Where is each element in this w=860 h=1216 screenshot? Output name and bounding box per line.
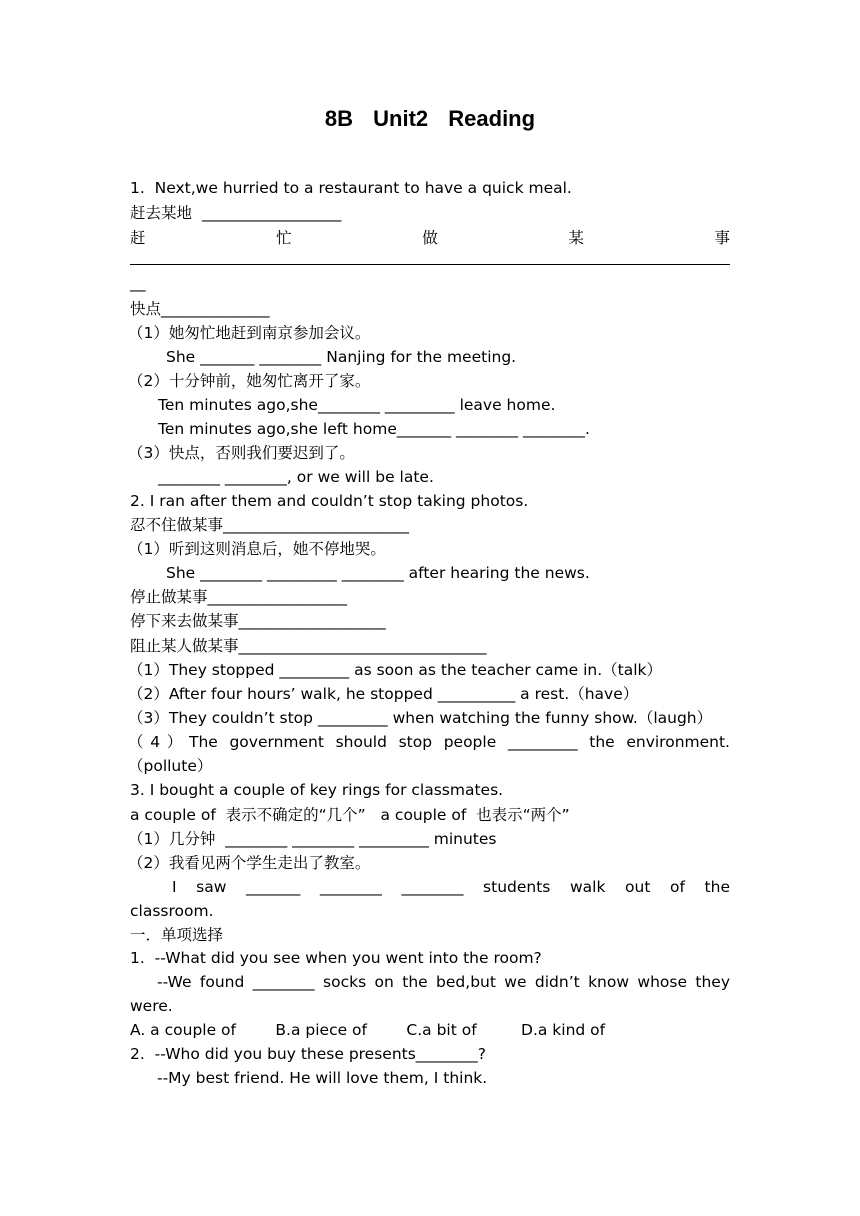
spread-char: 忙	[276, 229, 292, 247]
phrase-cant-help: 忍不住做某事________________________	[130, 516, 410, 534]
phrase-hurry-to: 赶去某地 __________________	[130, 204, 342, 222]
page-title: 8B Unit2 Reading	[324, 106, 536, 131]
question-2: 2. --Who did you buy these presents________?	[130, 1045, 487, 1063]
answer-line-tail: __	[130, 274, 146, 292]
exercise-3-1: （1）几分钟 ________ ________ _________ minutes	[128, 830, 497, 848]
exercise-stop-3: （3）They couldn’t stop _________ when watching the funny show.（laugh）	[128, 709, 713, 727]
spread-char: 事	[714, 229, 730, 247]
exercise-1-1-answer: She _______ ________ Nanjing for the meeting.	[166, 348, 517, 366]
item-2-sentence: 2. I ran after them and couldn’t stop taking photos.	[130, 492, 529, 510]
spread-char: 做	[422, 229, 438, 247]
exercise-1-2-answer-a: Ten minutes ago,she________ _________ leave home.	[158, 396, 556, 414]
spread-char: 某	[568, 229, 584, 247]
answer-line	[130, 264, 730, 265]
question-2-reply: --My best friend. He will love them, I think.	[157, 1069, 488, 1087]
exercise-3-2-answer-cont: classroom.	[130, 902, 214, 920]
question-1-options: A. a couple of B.a piece of C.a bit of D.a kind of	[130, 1021, 606, 1039]
question-1-reply: --We found ________ socks on the bed,but we didn’t know whose they	[157, 973, 730, 991]
exercise-1-1: （1）她匆忙地赶到南京参加会议。	[128, 324, 371, 342]
exercise-stop-4-hint: （pollute）	[128, 757, 213, 775]
question-1: 1. --What did you see when you went into the room?	[130, 949, 542, 967]
exercise-stop-2: （2）After four hours’ walk, he stopped __________ a rest.（have）	[128, 685, 639, 703]
note-a-couple-of: a couple of 表示不确定的“几个” a couple of 也表示“两个”	[130, 806, 570, 824]
exercise-2-1-answer: She ________ _________ ________ after hearing the news.	[166, 564, 590, 582]
exercise-3-2: （2）我看见两个学生走出了教室。	[128, 854, 371, 872]
exercise-2-1: （1）听到这则消息后，她不停地哭。	[128, 540, 386, 558]
exercise-1-3-answer: ________ ________, or we will be late.	[158, 468, 434, 486]
exercise-3-2-answer: I saw _______ ________ ________ students walk out of the	[172, 878, 730, 896]
exercise-stop-4: （4）The government should stop people _________ the environment.	[128, 733, 730, 751]
phrase-hurry-to-do	[130, 226, 730, 248]
phrase-stop-doing: 停止做某事__________________	[130, 588, 348, 606]
spread-char: 赶	[130, 229, 146, 247]
exercise-stop-1: （1）They stopped _________ as soon as the teacher came in.（talk）	[128, 661, 663, 679]
question-1-reply-cont: were.	[130, 997, 173, 1015]
item-3-sentence: 3. I bought a couple of key rings for classmates.	[130, 781, 504, 799]
item-1-sentence: 1. Next,we hurried to a restaurant to have a quick meal.	[130, 179, 572, 197]
phrase-stop-to-do: 停下来去做某事___________________	[130, 612, 386, 630]
exercise-1-3: （3）快点，否则我们要迟到了。	[128, 444, 355, 462]
exercise-1-2-answer-b: Ten minutes ago,she left home_______ ________ ________.	[158, 420, 590, 438]
phrase-stop-sb-doing: 阻止某人做某事________________________________	[130, 637, 487, 655]
exercise-1-2: （2）十分钟前，她匆忙离开了家。	[128, 372, 371, 390]
section-multiple-choice: 一．单项选择	[130, 926, 224, 944]
phrase-hurry-up: 快点______________	[130, 300, 270, 318]
